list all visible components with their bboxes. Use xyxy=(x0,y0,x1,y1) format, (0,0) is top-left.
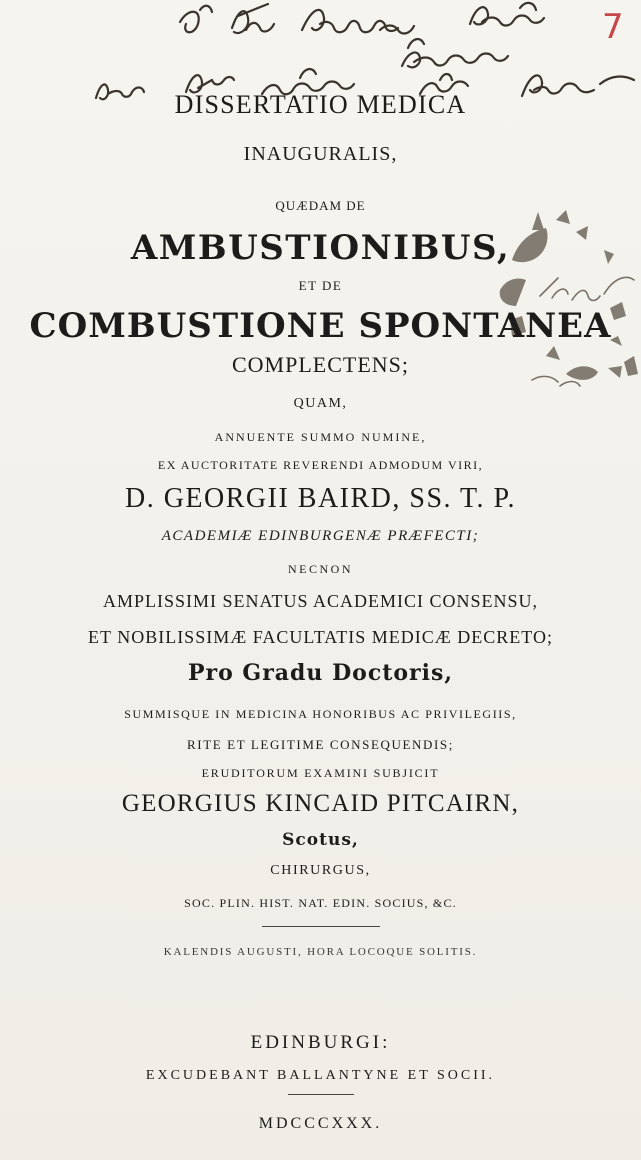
imprint-date: MDCCCXXX. xyxy=(258,1115,383,1132)
title-main: DISSERTATIO MEDICA xyxy=(174,90,467,119)
chirurgus-line: CHIRURGUS, xyxy=(270,863,371,878)
annuente-line: ANNUENTE SUMMO NUMINE, xyxy=(214,430,427,444)
title-subtitle: INAUGURALIS, xyxy=(243,143,398,165)
divider-rule xyxy=(262,926,380,927)
eruditorum-line: ERUDITORUM EXAMINI SUBJICIT xyxy=(201,766,440,780)
imprint-divider-rule xyxy=(288,1094,354,1095)
red-pencil-mark: 7 xyxy=(602,7,624,47)
author-name: GEORGIUS KINCAID PITCAIRN, xyxy=(121,790,520,817)
quam-line: QUAM, xyxy=(293,396,348,411)
quaedam-de-line: QUÆDAM DE xyxy=(275,198,366,213)
summisque-line: SUMMISQUE IN MEDICINA HONORIBUS AC PRIVILEGIIS, xyxy=(124,707,517,721)
nobilissimae-line: ET NOBILISSIMÆ FACULTATIS MEDICÆ DECRETO; xyxy=(88,627,553,647)
scotus-line: Scotus, xyxy=(282,830,359,850)
praefecti-line: ACADEMIÆ EDINBURGENÆ PRÆFECTI; xyxy=(161,528,480,544)
pro-gradu-doctoris: Pro Gradu Doctoris, xyxy=(187,660,454,686)
imprint-place: EDINBURGI: xyxy=(250,1032,391,1053)
heading-combustione: COMBUSTIONE SPONTANEA xyxy=(29,306,612,346)
imprint-printer: EXCUDEBANT BALLANTYNE ET SOCII. xyxy=(145,1068,496,1083)
necnon-line: NECNON xyxy=(288,562,353,576)
rite-line: RITE ET LEGITIME CONSEQUENDIS; xyxy=(187,737,454,752)
heading-ambustionibus: AMBUSTIONIBUS, xyxy=(130,228,511,268)
complectens-line: COMPLECTENS; xyxy=(231,352,410,377)
amplissimi-line: AMPLISSIMI SENATUS ACADEMICI CONSENSU, xyxy=(102,591,539,611)
kalendis-line: KALENDIS AUGUSTI, HORA LOCOQUE SOLITIS. xyxy=(163,946,478,958)
auctoritate-line: EX AUCTORITATE REVERENDI ADMODUM VIRI, xyxy=(157,458,484,472)
baird-name: D. GEORGII BAIRD, SS. T. P. xyxy=(124,483,517,514)
et-de-line: ET DE xyxy=(298,278,343,293)
society-line: SOC. PLIN. HIST. NAT. EDIN. SOCIUS, &C. xyxy=(184,896,457,910)
